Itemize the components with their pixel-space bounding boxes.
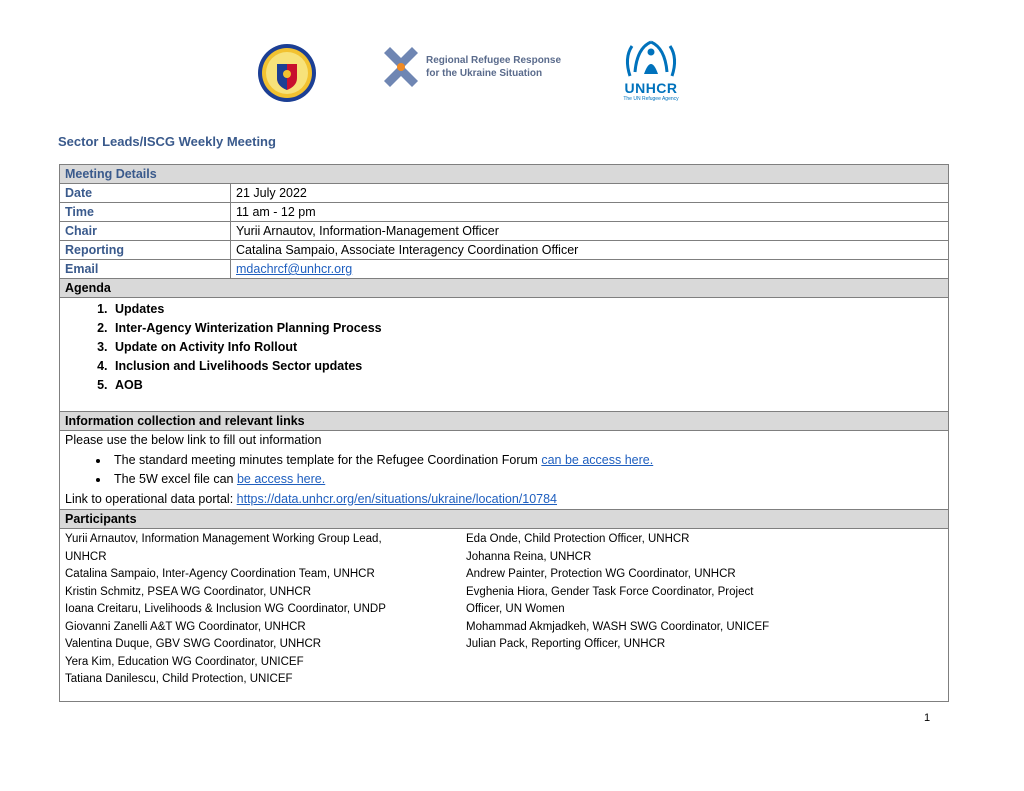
detail-label: Time (60, 203, 231, 222)
template-link[interactable]: can be access here. (541, 452, 654, 467)
portal-line (65, 490, 943, 510)
agenda-item: 4. Inclusion and Livelihoods Sector updates (111, 357, 943, 376)
unhcr-emblem-icon (618, 36, 684, 80)
participant-line: Ioana Creitaru, Livelihoods & Inclusion WG Coordinator, UNDP (65, 603, 386, 615)
5w-file-link[interactable]: be access here. (236, 472, 326, 486)
participant-line: UNHCR (65, 550, 107, 563)
detail-row-email (60, 260, 949, 279)
detail-row-time (60, 203, 949, 222)
meeting-table (59, 164, 949, 702)
logo-bar (0, 36, 1024, 108)
detail-value: Yurii Arnautov, Information-Management Officer (231, 222, 949, 241)
page-title: Sector Leads/ISCG Weekly Meeting (58, 134, 276, 149)
participant-line: Julian Pack, Reporting Officer, UNHCR (466, 638, 666, 650)
participant-line: Officer, UN Women (466, 603, 565, 615)
info-bullet (110, 451, 943, 471)
participants-left-column (65, 531, 455, 689)
participant-line: Andrew Painter, Protection WG Coordinator, UNHCR (466, 568, 736, 580)
rrr-line1: Regional Refugee Response (426, 55, 562, 66)
detail-value: 11 am - 12 pm (231, 203, 949, 222)
portal-label: Link to operational data portal: (65, 491, 237, 506)
agenda-heading: Agenda (60, 279, 949, 298)
detail-value: Catalina Sampaio, Associate Interagency Coordination Officer (231, 241, 949, 260)
agenda-item: 2. Inter-Agency Winterization Planning Process (111, 319, 943, 338)
participant-line: Giovanni Zanelli A&T WG Coordinator, UNHCR (65, 620, 306, 633)
participant-line: Yera Kim, Education WG Coordinator, UNICEF (65, 655, 304, 668)
agenda-item: 5. AOB (111, 376, 943, 395)
info-heading: Information collection and relevant links (60, 412, 949, 431)
detail-value: 21 July 2022 (231, 184, 949, 203)
agenda-list (65, 300, 943, 395)
participant-line: Catalina Sampaio, Inter-Agency Coordination Team, UNHCR (65, 568, 375, 580)
data-portal-link[interactable]: https://data.unhcr.org/en/situations/ukraine/location/10784 (236, 491, 558, 506)
info-bullet (110, 470, 943, 490)
info-intro: Please use the below link to fill out information (65, 433, 322, 447)
participant-line: Valentina Duque, GBV SWG Coordinator, UNHCR (65, 638, 322, 650)
detail-label: Email (60, 260, 231, 279)
participants-right-column (466, 531, 846, 654)
participants-heading: Participants (60, 510, 949, 529)
rrr-x-icon (380, 46, 422, 88)
agenda-item: 1. Updates (111, 300, 943, 319)
agenda-cell (60, 298, 949, 412)
participant-line: Eda Onde, Child Protection Officer, UNHCR (466, 533, 690, 545)
rrr-logo (380, 46, 570, 92)
info-bullet-text: The 5W excel file can (114, 472, 237, 486)
info-list (65, 451, 943, 490)
detail-label: Chair (60, 222, 231, 241)
participant-line: Johanna Reina, UNHCR (466, 550, 592, 563)
participants-cell (60, 529, 949, 702)
detail-row-chair (60, 222, 949, 241)
email-link[interactable]: mdachrcf@unhcr.org (236, 262, 353, 276)
detail-label: Reporting (60, 241, 231, 260)
unhcr-logo (618, 36, 684, 106)
rrr-line2: for the Ukraine Situation (426, 68, 543, 79)
detail-row-date (60, 184, 949, 203)
info-cell (60, 431, 949, 510)
agenda-item: 3. Update on Activity Info Rollout (111, 338, 943, 357)
detail-label: Date (60, 184, 231, 203)
participant-line: Tatiana Danilescu, Child Protection, UNICEF (65, 673, 293, 685)
participant-line: Mohammad Akmjadkeh, WASH SWG Coordinator, UNICEF (466, 620, 770, 633)
participant-line: Kristin Schmitz, PSEA WG Coordinator, UNHCR (65, 585, 312, 598)
participant-line: Yurii Arnautov, Information Management Working Group Lead, (65, 533, 382, 545)
info-bullet-text: The standard meeting minutes template for the Refugee Coordination Forum (114, 452, 542, 467)
detail-row-reporting (60, 241, 949, 260)
participant-line: Evghenia Hiora, Gender Task Force Coordinator, Project (466, 585, 754, 598)
moldova-seal-logo (257, 42, 317, 104)
unhcr-tagline: The UN Refugee Agency (623, 96, 679, 102)
unhcr-wordmark: UNHCR (624, 80, 678, 96)
meeting-details-heading: Meeting Details (60, 165, 949, 184)
page-number: 1 (924, 712, 931, 724)
